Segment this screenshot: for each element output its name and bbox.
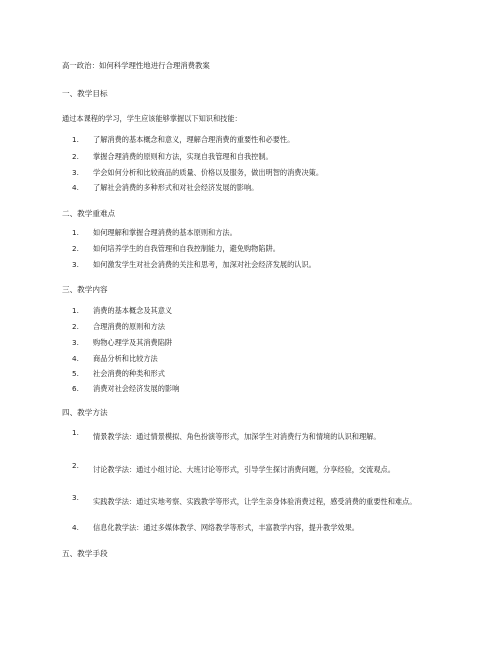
- list-text: 情景教学法：通过情景模拟、角色扮演等形式，加深学生对消费行为和情境的认识和理解。: [93, 432, 381, 441]
- list-text: 信息化教学法：通过多媒体教学、网络教学等形式，丰富教学内容，提升教学效果。: [93, 523, 359, 532]
- list-number: 3.: [72, 260, 79, 269]
- list-text: 消费对社会经济发展的影响: [93, 384, 180, 393]
- section-heading-teaching-means: 五、教学手段: [62, 549, 108, 558]
- list-number: 3.: [72, 493, 79, 502]
- list-item: [72, 168, 323, 178]
- section-heading-key-points: 二、教学重难点: [62, 209, 116, 218]
- list-item: [72, 306, 172, 316]
- list-number: 3.: [72, 168, 79, 177]
- list-item: [72, 152, 273, 162]
- list-text: 了解消费的基本概念和意义，理解合理消费的重要性和必要性。: [93, 135, 295, 144]
- list-text: 商品分析和比较方法: [93, 354, 158, 363]
- list-text: 掌握合理消费的原则和方法，实现自我管理和自我控制。: [93, 152, 273, 161]
- list-number: 5.: [72, 369, 79, 378]
- section-heading-teaching-content: 三、教学内容: [62, 285, 108, 294]
- list-text: 如何理解和掌握合理消费的基本原则和方法。: [93, 228, 237, 237]
- list-number: 2.: [72, 244, 79, 253]
- list-text: 实践教学法：通过实地考察、实践教学等形式，让学生亲身体验消费过程，感受消费的重要性和难点。: [93, 497, 417, 506]
- section-intro: 通过本课程的学习，学生应该能够掌握以下知识和技能：: [62, 114, 242, 123]
- list-number: 2.: [72, 461, 79, 470]
- list-text: 讨论教学法：通过小组讨论、大班讨论等形式，引导学生探讨消费问题，分享经验，交流观点。: [93, 465, 395, 474]
- list-item: [72, 354, 158, 364]
- list-number: 6.: [72, 384, 79, 393]
- list-number: 2.: [72, 322, 79, 331]
- list-item: [72, 135, 294, 145]
- list-text: 社会消费的种类和形式: [93, 369, 165, 378]
- list-item: [72, 228, 237, 238]
- list-text: 消费的基本概念及其意义: [93, 306, 173, 315]
- section-heading-teaching-goals: 一、教学目标: [62, 89, 108, 98]
- list-number: 1.: [72, 228, 79, 237]
- list-number: 1.: [72, 135, 79, 144]
- list-number: 4.: [72, 183, 79, 192]
- list-text: 了解社会消费的多种形式和对社会经济发展的影响。: [93, 183, 259, 192]
- list-item: [72, 338, 172, 348]
- list-number: 1.: [72, 306, 79, 315]
- list-item: [72, 523, 359, 533]
- list-text: 合理消费的原则和方法: [93, 322, 165, 331]
- document-title: 高一政治：如何科学理性地进行合理消费教案: [62, 61, 210, 70]
- list-item: [72, 322, 165, 332]
- list-text: 学会如何分析和比较商品的质量、价格以及服务，做出明智的消费决策。: [93, 168, 324, 177]
- list-text: 购物心理学及其消费陷阱: [93, 338, 173, 347]
- list-number: 2.: [72, 152, 79, 161]
- list-text: 如何培养学生的自我管理和自我控制能力，避免购物陷阱。: [93, 244, 280, 253]
- list-item: [72, 260, 316, 270]
- list-number: 4.: [72, 523, 79, 532]
- list-number: 1.: [72, 428, 79, 437]
- list-item: [72, 183, 258, 193]
- list-item: [72, 244, 280, 254]
- list-number: 4.: [72, 354, 79, 363]
- list-text: 如何激发学生对社会消费的关注和思考，加深对社会经济发展的认识。: [93, 260, 316, 269]
- list-item: [72, 369, 165, 379]
- list-item: [72, 384, 179, 394]
- list-number: 3.: [72, 338, 79, 347]
- section-heading-teaching-methods: 四、教学方法: [62, 408, 108, 417]
